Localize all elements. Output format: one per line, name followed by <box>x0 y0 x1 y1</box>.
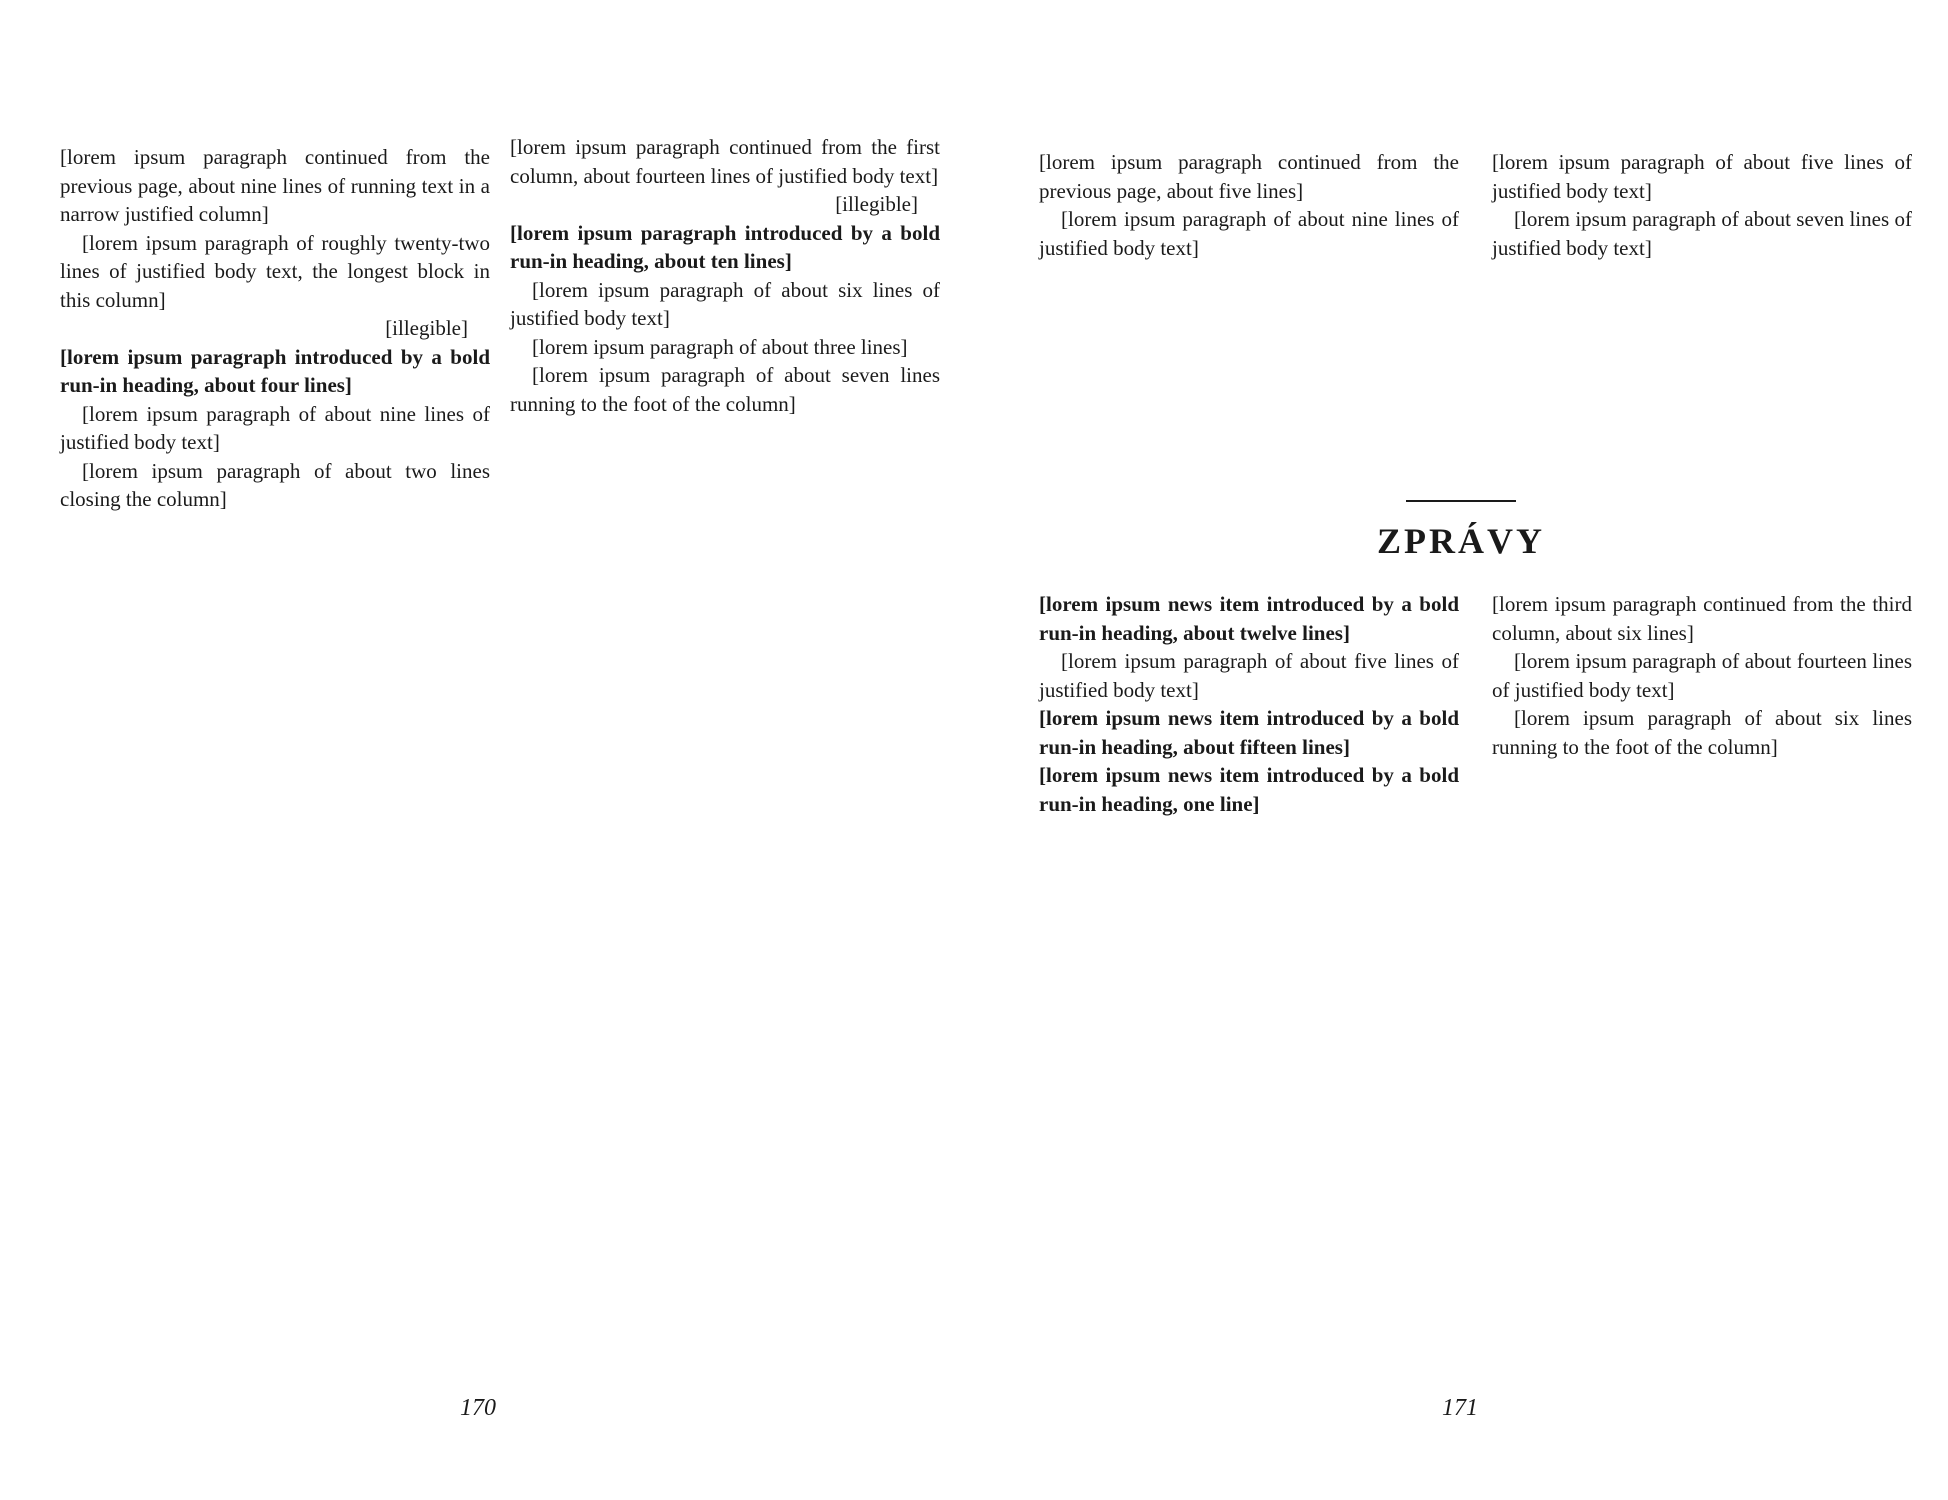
right-page <box>974 0 1948 1500</box>
paragraph: [lorem ipsum paragraph of about seven lines running to the foot of the column] <box>510 363 940 416</box>
news-item: [lorem ipsum paragraph introduced by a bold run-in heading, about four lines] <box>60 344 490 397</box>
author-signature: [illegible] <box>385 316 468 340</box>
section-divider <box>1406 500 1516 502</box>
paragraph: [lorem ipsum paragraph of about six lines of justified body text] <box>510 277 940 330</box>
author-signature: [illegible] <box>835 192 918 216</box>
text-column <box>1039 590 1459 818</box>
news-item: [lorem ipsum paragraph introduced by a bold run-in heading, about ten lines] <box>510 220 940 273</box>
paragraph: [lorem ipsum paragraph continued from the previous page, about nine lines of running text in a narrow justified column] <box>60 145 490 226</box>
paragraph: [lorem ipsum paragraph of about five lines of justified body text] <box>1492 150 1912 203</box>
paragraph: [lorem ipsum paragraph of about nine lines of justified body text] <box>1039 207 1459 260</box>
text-column <box>1039 148 1459 262</box>
paragraph: [lorem ipsum paragraph continued from the third column, about six lines] <box>1492 592 1912 645</box>
paragraph: [lorem ipsum paragraph continued from the previous page, about five lines] <box>1039 150 1459 203</box>
section-title: ZPRÁVY <box>1377 521 1545 561</box>
paragraph: [lorem ipsum paragraph of about nine lines of justified body text] <box>60 401 490 454</box>
text-column <box>60 143 490 514</box>
paragraph: [lorem ipsum paragraph of roughly twenty-two lines of justified body text, the longest block in this column] <box>60 230 490 312</box>
page-number: 171 <box>1442 1395 1478 1421</box>
page-number: 170 <box>460 1395 496 1421</box>
paragraph: [lorem ipsum paragraph of about three lines] <box>532 334 908 359</box>
news-item: [lorem ipsum news item introduced by a bold run-in heading, about twelve lines] <box>1039 592 1459 645</box>
paragraph: [lorem ipsum paragraph of about seven lines of justified body text] <box>1492 207 1912 260</box>
news-item: [lorem ipsum news item introduced by a bold run-in heading, one line] <box>1039 763 1459 816</box>
paragraph: [lorem ipsum paragraph continued from the first column, about fourteen lines of justified body text] <box>510 135 940 188</box>
text-column <box>1492 148 1912 262</box>
text-column <box>1492 590 1912 761</box>
paragraph: [lorem ipsum paragraph of about two lines closing the column] <box>60 458 490 511</box>
paragraph: [lorem ipsum paragraph of about five lines of justified body text] <box>1039 649 1459 702</box>
paragraph: [lorem ipsum paragraph of about six lines running to the foot of the column] <box>1492 706 1912 759</box>
news-item: [lorem ipsum news item introduced by a bold run-in heading, about fifteen lines] <box>1039 706 1459 759</box>
text-column <box>510 133 940 418</box>
paragraph: [lorem ipsum paragraph of about fourteen lines of justified body text] <box>1492 649 1912 702</box>
